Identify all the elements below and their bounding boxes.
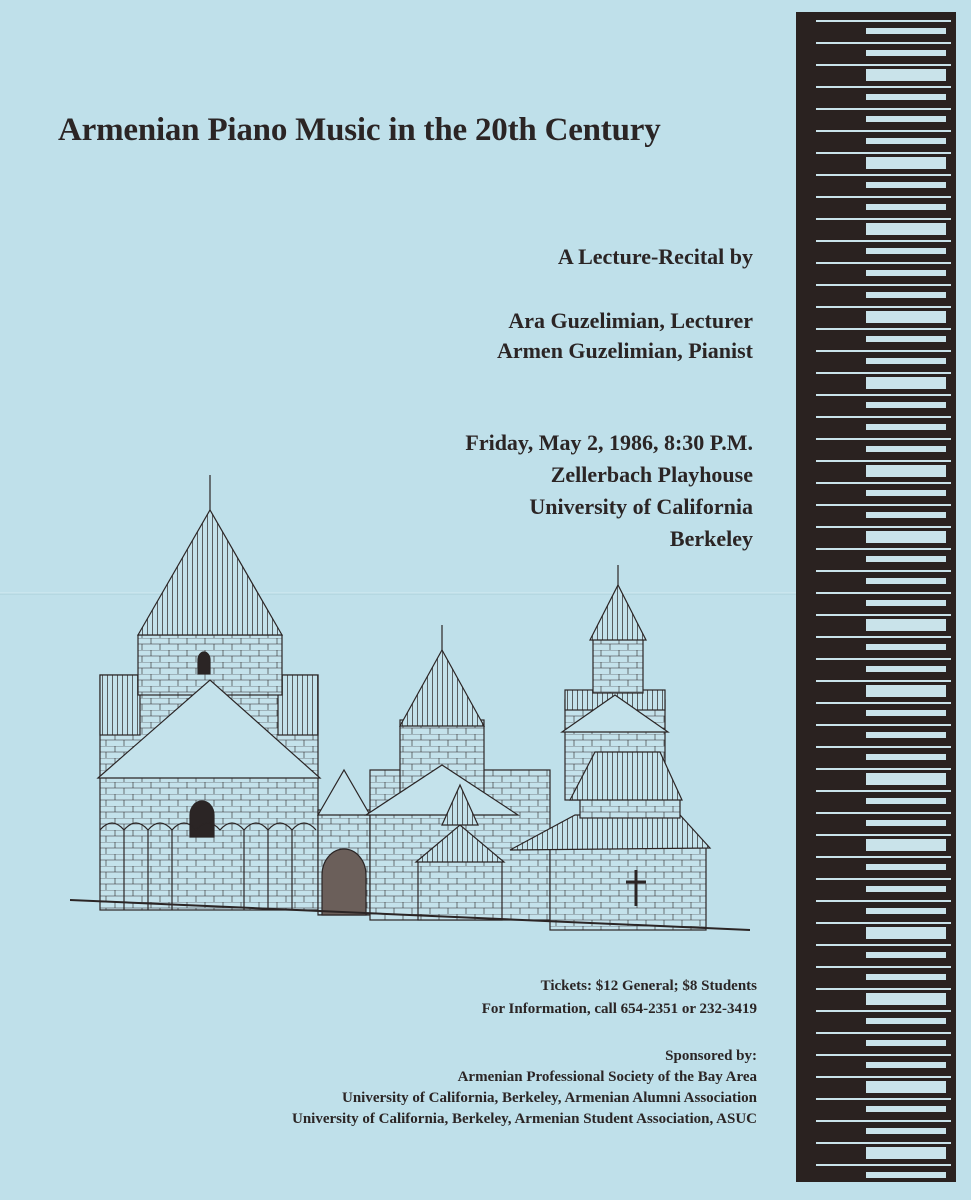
key-divider (816, 416, 951, 418)
white-key (866, 182, 946, 188)
white-key (866, 512, 946, 518)
white-key (866, 1172, 946, 1178)
key-divider (816, 218, 951, 220)
white-key (866, 820, 946, 826)
key-divider (816, 504, 951, 506)
white-key (866, 402, 946, 408)
white-key (866, 50, 946, 56)
key-divider (816, 350, 951, 352)
key-divider (816, 20, 951, 22)
white-key (866, 710, 946, 716)
key-divider (816, 130, 951, 132)
white-key (866, 1128, 946, 1134)
key-divider (816, 174, 951, 176)
key-divider (816, 746, 951, 748)
key-divider (816, 548, 951, 550)
white-key (866, 248, 946, 254)
key-divider (816, 922, 951, 924)
key-divider (816, 152, 951, 154)
white-key (866, 578, 946, 584)
key-divider (816, 878, 951, 880)
white-key (866, 336, 946, 342)
white-key (866, 644, 946, 650)
key-divider (816, 394, 951, 396)
event-institution: University of California (529, 494, 753, 519)
key-divider (816, 944, 951, 946)
white-key (866, 94, 946, 100)
performers-block (497, 306, 753, 366)
white-key (866, 666, 946, 672)
key-divider (816, 790, 951, 792)
event-city: Berkeley (669, 526, 753, 551)
key-divider (816, 900, 951, 902)
event-date-time: Friday, May 2, 1986, 8:30 P.M. (465, 430, 753, 455)
white-key (866, 773, 946, 785)
white-key (866, 974, 946, 980)
white-key (866, 465, 946, 477)
white-key (866, 138, 946, 144)
ticket-info (482, 975, 757, 1021)
key-divider (816, 768, 951, 770)
white-key (866, 157, 946, 169)
white-key (866, 270, 946, 276)
key-divider (816, 284, 951, 286)
key-divider (816, 526, 951, 528)
information-phone: For Information, call 654-2351 or 232-3419 (481, 1001, 757, 1017)
white-key (866, 204, 946, 210)
sponsors-block (292, 1046, 757, 1130)
key-divider (816, 724, 951, 726)
key-divider (816, 240, 951, 242)
lecture-recital-subtitle: A Lecture-Recital by (557, 244, 753, 269)
white-key (866, 1018, 946, 1024)
key-divider (816, 988, 951, 990)
white-key (866, 1040, 946, 1046)
white-key (866, 1081, 946, 1093)
white-key (866, 446, 946, 452)
white-key (866, 732, 946, 738)
key-divider (816, 328, 951, 330)
white-key (866, 1106, 946, 1112)
key-divider (816, 372, 951, 374)
white-key (866, 993, 946, 1005)
key-divider (816, 680, 951, 682)
key-divider (816, 1054, 951, 1056)
key-divider (816, 482, 951, 484)
white-key (866, 600, 946, 606)
sponsor-item: University of California, Berkeley, Armenian Alumni Association (342, 1090, 757, 1106)
white-key (866, 424, 946, 430)
event-venue: Zellerbach Playhouse (550, 462, 753, 487)
white-key (866, 358, 946, 364)
white-key (866, 490, 946, 496)
key-divider (816, 196, 951, 198)
key-divider (816, 262, 951, 264)
white-key (866, 223, 946, 235)
key-divider (816, 702, 951, 704)
key-divider (816, 1032, 951, 1034)
white-key (866, 839, 946, 851)
key-divider (816, 1076, 951, 1078)
key-divider (816, 592, 951, 594)
key-divider (816, 108, 951, 110)
white-key (866, 69, 946, 81)
key-divider (816, 614, 951, 616)
sponsor-item: Armenian Professional Society of the Bay Area (457, 1069, 757, 1085)
poster-title: Armenian Piano Music in the 20th Century (58, 112, 661, 148)
key-divider (816, 438, 951, 440)
white-key (866, 28, 946, 34)
sponsor-item: University of California, Berkeley, Armenian Student Association, ASUC (291, 1111, 757, 1127)
piano-keyboard (796, 12, 956, 1182)
key-divider (816, 1164, 951, 1166)
key-divider (816, 64, 951, 66)
lecturer-name: Ara Guzelimian, Lecturer (508, 308, 753, 333)
white-key (866, 908, 946, 914)
key-divider (816, 460, 951, 462)
key-divider (816, 658, 951, 660)
ticket-prices: Tickets: $12 General; $8 Students (540, 978, 757, 994)
key-divider (816, 1120, 951, 1122)
key-divider (816, 306, 951, 308)
white-key (866, 292, 946, 298)
key-divider (816, 856, 951, 858)
white-key (866, 798, 946, 804)
key-divider (816, 636, 951, 638)
white-key (866, 1147, 946, 1159)
white-key (866, 531, 946, 543)
key-divider (816, 812, 951, 814)
white-key (866, 311, 946, 323)
white-key (866, 116, 946, 122)
pianist-name: Armen Guzelimian, Pianist (496, 338, 753, 363)
key-divider (816, 1142, 951, 1144)
white-key (866, 927, 946, 939)
white-key (866, 619, 946, 631)
white-key (866, 952, 946, 958)
armenian-church-drawing (70, 470, 750, 940)
key-divider (816, 1098, 951, 1100)
white-key (866, 685, 946, 697)
key-divider (816, 966, 951, 968)
white-key (866, 864, 946, 870)
white-key (866, 556, 946, 562)
key-divider (816, 86, 951, 88)
white-key (866, 1062, 946, 1068)
key-divider (816, 834, 951, 836)
white-key (866, 377, 946, 389)
key-divider (816, 1010, 951, 1012)
white-key (866, 886, 946, 892)
sponsors-heading: Sponsored by: (665, 1048, 757, 1064)
key-divider (816, 570, 951, 572)
white-key (866, 754, 946, 760)
key-divider (816, 42, 951, 44)
